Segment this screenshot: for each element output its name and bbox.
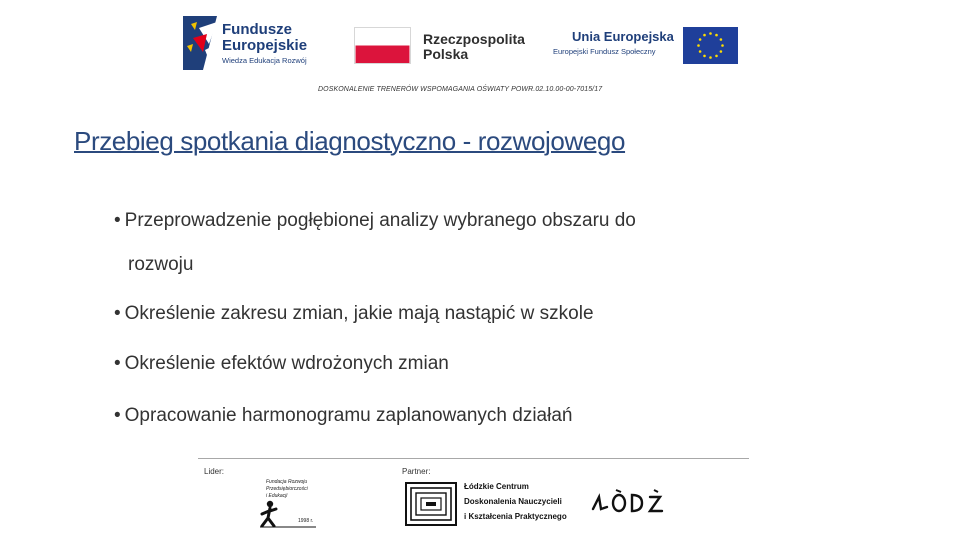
rzeczpospolita-line1: Rzeczpospolita [423,31,525,47]
ldc-line2: Doskonalenia Nauczycieli [464,497,562,506]
bullet-text: Przeprowadzenie pogłębionej analizy wybranego obszaru do [124,210,636,231]
ldc-line1: Łódzkie Centrum [464,482,529,491]
fundusze-line2: Europejskie [222,37,308,54]
eu-flag-icon [683,27,738,64]
bullet-text: Określenie zakresu zmian, jakie mają nastąpić w szkole [124,303,594,324]
rzeczpospolita-line2: Polska [423,46,469,62]
fundacja-line1: Fundacja Rozwoju [266,479,308,485]
bullet-item-2 [114,303,594,325]
slide-title: Przebieg spotkania diagnostyczno - rozwojowego [74,126,626,156]
bullet-dot: • [114,210,121,231]
bullet-dot: • [114,405,121,426]
bullet-item-1 [114,210,636,232]
bullet-dot: • [114,353,121,374]
bullet-item-3 [114,353,449,375]
bullet-dot: • [114,303,121,324]
lider-label: Lider: [204,467,225,476]
partner-label: Partner: [402,467,431,476]
lodz-city-logo [590,487,666,515]
fundacja-year: 1998 r. [298,518,314,524]
unia-line2: Europejski Fundusz Społeczny [553,47,656,56]
fundacja-line2: Przedsiębiorczości [266,486,308,492]
polish-flag-icon [354,27,411,64]
project-code: DOSKONALENIE TRENERÓW WSPOMAGANIA OŚWIATY POWR.02.10.00-00-7015/17 [318,86,603,93]
footer-divider [198,458,749,459]
bullet-text: Określenie efektów wdrożonych zmian [124,353,449,374]
fundusze-line1: Fundusze [222,21,292,38]
bullet-item-4 [114,405,572,427]
bullet-item-1-continued: rozwoju [128,254,194,275]
bullet-text: Opracowanie harmonogramu zaplanowanych działań [124,405,573,426]
fundacja-line3: i Edukacji [266,493,288,499]
fundusze-line3: Wiedza Edukacja Rozwój [222,56,307,65]
unia-line1: Unia Europejska [572,29,674,44]
ldc-line3: i Kształcenia Praktycznego [464,512,567,521]
ldc-logo-icon [405,482,457,526]
